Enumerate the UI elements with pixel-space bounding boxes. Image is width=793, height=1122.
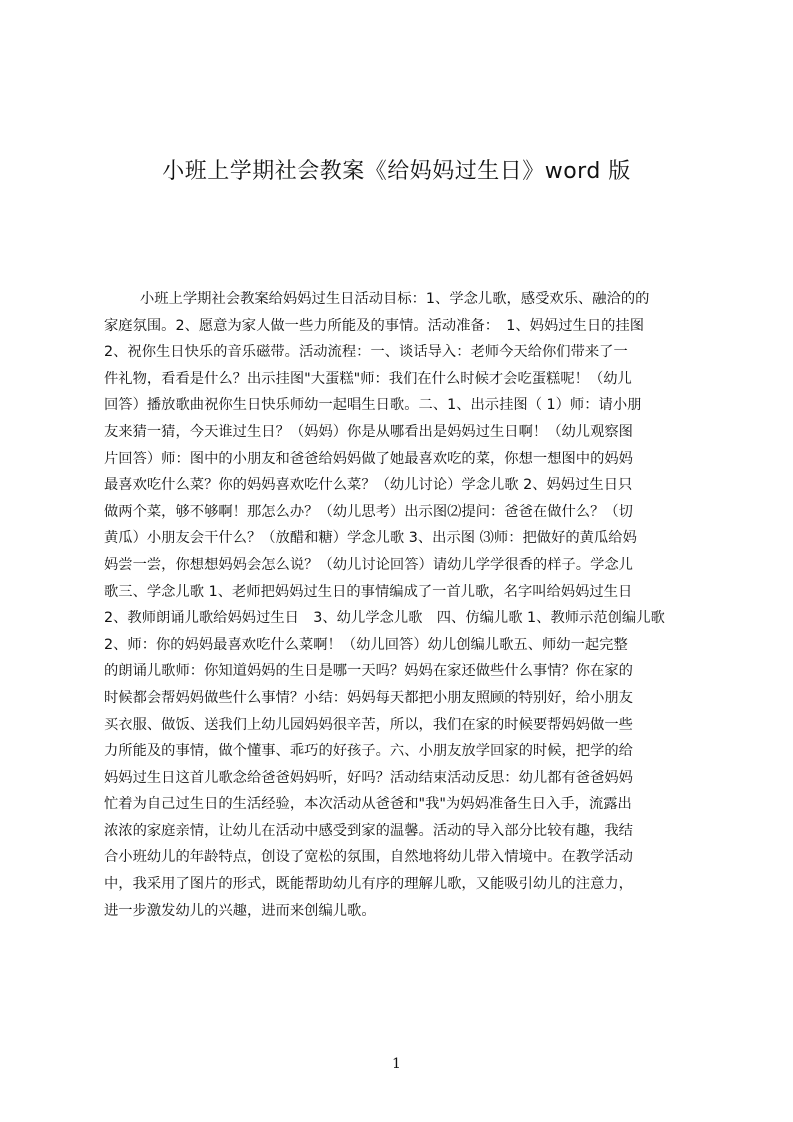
body-line: 件礼物，看看是什么？出示挂图"大蛋糕"师：我们在什么时候才会吃蛋糕呢！（幼儿 [104, 370, 632, 387]
body-line: 买衣服、做饭、送我们上幼儿园妈妈很辛苦，所以，我们在家的时候要帮妈妈做一些 [104, 716, 633, 733]
page-number: 1 [392, 1056, 401, 1072]
body-line: 2、祝你生日快乐的音乐磁带。活动流程：一、谈话导入：老师今天给你们带来了一 [104, 344, 628, 361]
body-line: 友来猜一猜，今天谁过生日？（妈妈）你是从哪看出是妈妈过生日啊！（幼儿观察图 [104, 423, 633, 440]
body-line: 中，我采用了图片的形式，既能帮助幼儿有序的理解儿歌，又能吸引幼儿的注意力， [104, 876, 633, 893]
body-line: 合小班幼儿的年龄特点，创设了宽松的氛围，自然地将幼儿带入情境中。在教学活动 [104, 849, 633, 866]
body-line: 2、教师朗诵儿歌给妈妈过生日 3、幼儿学念儿歌 四、仿编儿歌 1、教师示范创编儿歌 [104, 610, 665, 627]
body-line: 小班上学期社会教案给妈妈过生日活动目标：1、学念儿歌，感受欢乐、融洽的的 [140, 291, 650, 307]
body-line: 黄瓜）小朋友会干什么？（放醋和糖）学念儿歌 3、出示图 ⑶师：把做好的黄瓜给妈 [104, 530, 637, 547]
body-line: 妈妈过生日这首儿歌念给爸爸妈妈听，好吗？活动结束活动反思：幼儿都有爸爸妈妈 [104, 769, 633, 786]
body-line: 歌三、学念儿歌 1、老师把妈妈过生日的事情编成了一首儿歌，名字叫给妈妈过生日 [104, 583, 633, 600]
body-line: 家庭氛围。2、愿意为家人做一些力所能及的事情。活动准备： 1、妈妈过生日的挂图 [104, 317, 645, 334]
body-line: 妈尝一尝，你想想妈妈会怎么说？（幼儿讨论回答）请幼儿学学很香的样子。学念儿 [104, 556, 633, 573]
body-line: 浓浓的家庭亲情，让幼儿在活动中感受到家的温馨。活动的导入部分比较有趣，我结 [104, 822, 633, 839]
body-line: 的朗诵儿歌师：你知道妈妈的生日是哪一天吗？妈妈在家还做些什么事情？你在家的 [104, 663, 633, 680]
document-title: 小班上学期社会教案《给妈妈过生日》word 版 [162, 158, 631, 184]
body-line: 做两个菜，够不够啊！那怎么办？（幼儿思考）出示图⑵提问：爸爸在做什么？（切 [104, 503, 633, 520]
body-line: 最喜欢吃什么菜？你的妈妈喜欢吃什么菜？（幼儿讨论）学念儿歌 2、妈妈过生日只 [104, 477, 633, 494]
body-line: 忙着为自己过生日的生活经验，本次活动从爸爸和"我"为妈妈准备生日入手，流露出 [104, 796, 632, 813]
body-line: 力所能及的事情，做个懂事、乖巧的好孩子。六、小朋友放学回家的时候，把学的给 [104, 743, 633, 760]
body-line: 2、师：你的妈妈最喜欢吃什么菜啊！（幼儿回答）幼儿创编儿歌五、师幼一起完整 [104, 636, 628, 653]
document-body [104, 286, 698, 924]
body-line: 回答）播放歌曲祝你生日快乐师幼一起唱生日歌。二、1、出示挂图（ 1）师：请小朋 [104, 397, 642, 414]
body-line: 时候都会帮妈妈做些什么事情？小结：妈妈每天都把小朋友照顾的特别好，给小朋友 [104, 689, 633, 706]
body-line: 进一步激发幼儿的兴趣，进而来创编儿歌。 [104, 902, 376, 919]
body-line: 片回答）师：图中的小朋友和爸爸给妈妈做了她最喜欢吃的菜，你想一想图中的妈妈 [104, 450, 633, 467]
